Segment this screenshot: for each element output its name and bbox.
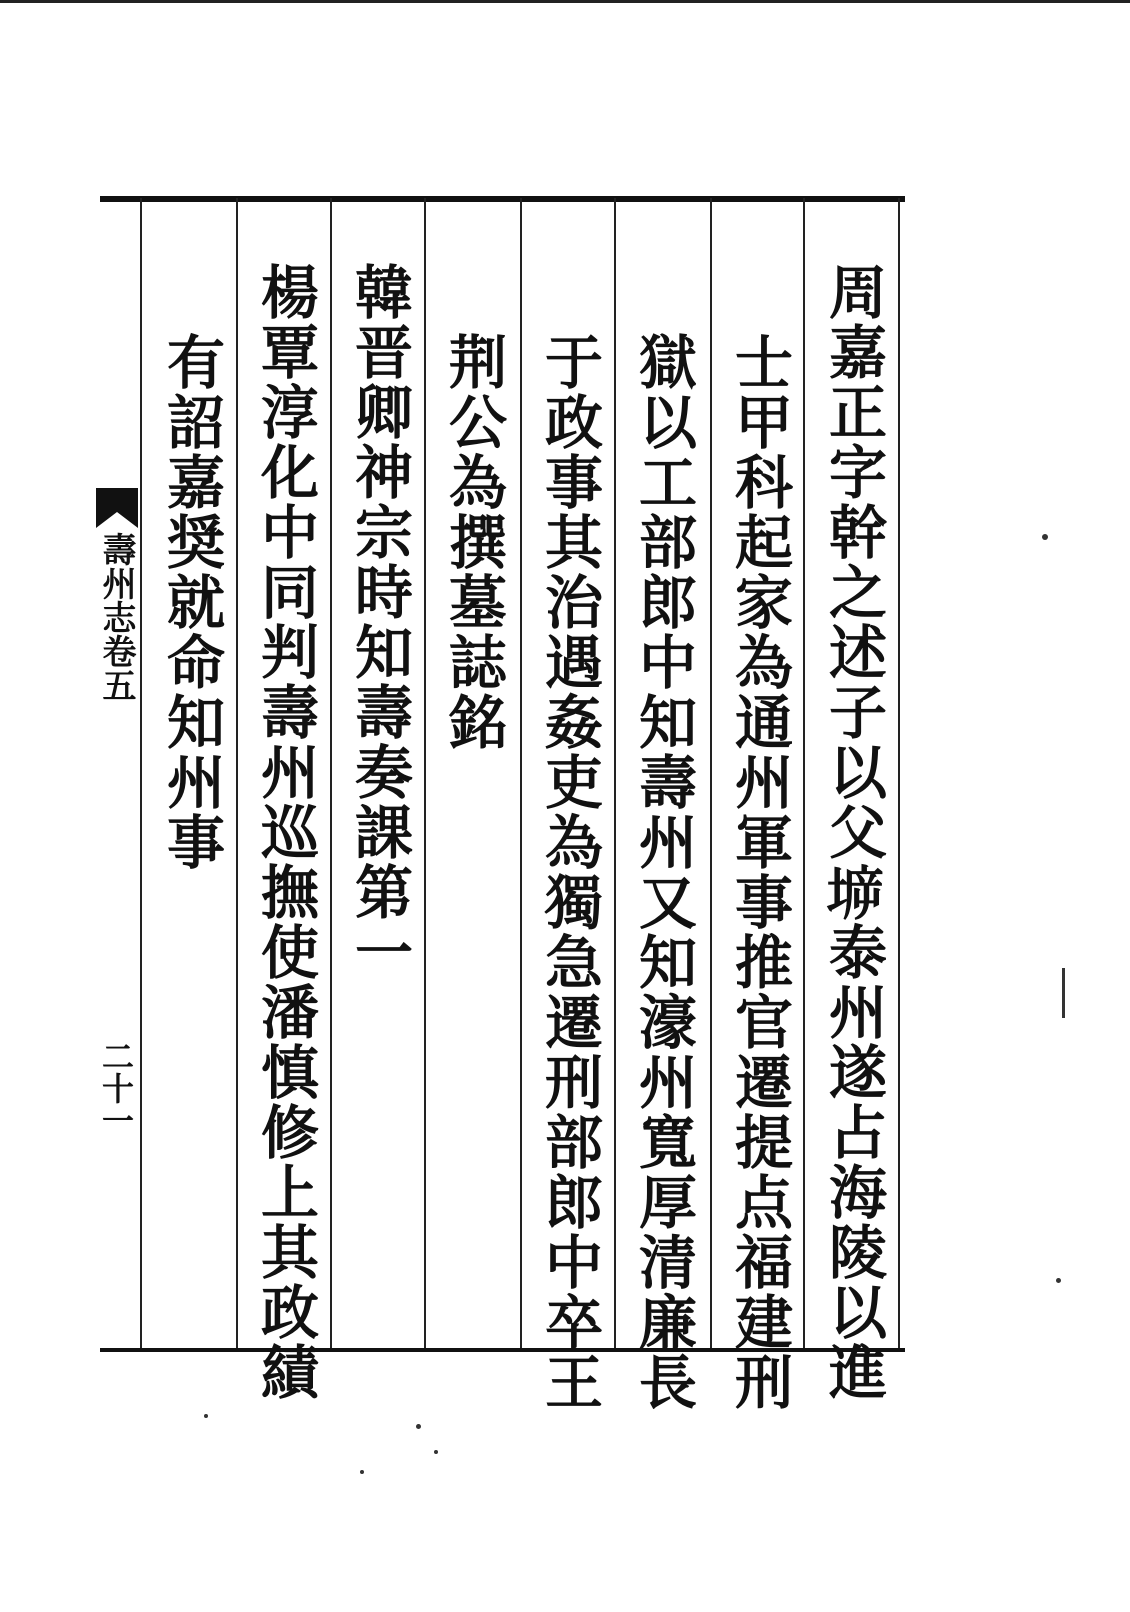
ink-speck [416, 1424, 421, 1429]
ink-speck [1042, 534, 1048, 540]
text-column-7: 楊覃淳化中同判壽州巡撫使潘慎修上其政績 [251, 262, 319, 1402]
column-rule [710, 198, 712, 1348]
column-rule [803, 198, 805, 1348]
folio-number: 二十一 [97, 1040, 135, 1136]
column-rule [424, 198, 426, 1348]
column-rule [898, 198, 900, 1348]
column-rule [520, 198, 522, 1348]
column-rule [236, 198, 238, 1348]
ink-speck [1062, 968, 1065, 1018]
column-rule [614, 198, 616, 1348]
text-column-3: 獄以工部郎中知壽州又知濠州寬厚清廉長 [629, 332, 697, 1412]
column-rule [330, 198, 332, 1348]
column-rule [140, 198, 142, 1348]
margin-title: 壽州志卷五 [96, 532, 136, 702]
page-top-rule [0, 0, 1130, 3]
ink-speck [1056, 1278, 1061, 1283]
text-column-2: 士甲科起家為通州軍事推官遷提点福建刑 [725, 332, 793, 1412]
text-column-4: 于政事其治遇姦吏為獨急遷刑部郎中卒王 [535, 332, 603, 1412]
text-column-6: 韓晋卿神宗時知壽奏課第一 [345, 262, 413, 982]
ink-speck [434, 1450, 438, 1454]
text-column-1: 周嘉正字幹之述子以父𡍩泰州遂占海陵以進 [819, 262, 887, 1402]
ink-speck [360, 1470, 364, 1474]
ink-speck [204, 1414, 208, 1418]
text-column-8: 有詔嘉奨就命知州事 [157, 332, 225, 872]
text-column-5: 荆公為撰墓誌銘 [439, 332, 507, 752]
